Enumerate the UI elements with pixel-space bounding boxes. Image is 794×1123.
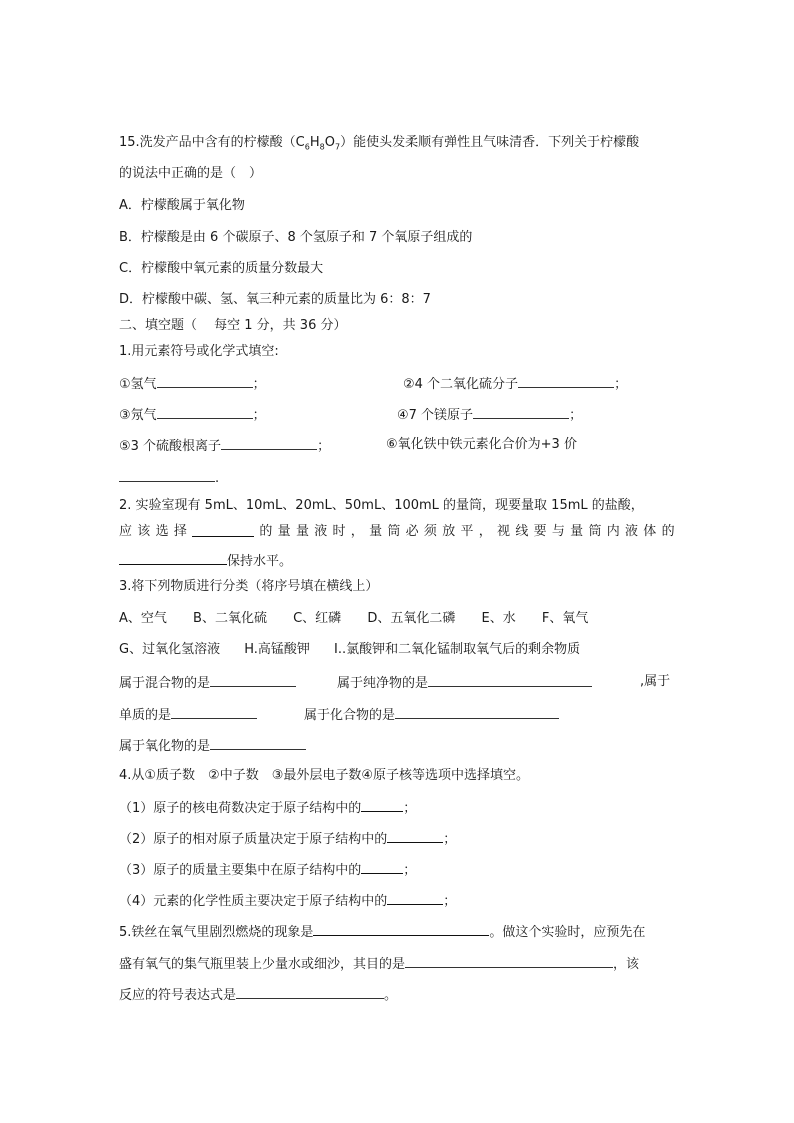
q4-sep: ；: [403, 801, 417, 816]
q3-option: E、水: [481, 611, 516, 626]
q2-char: 量: [295, 524, 309, 539]
formula-h: H: [309, 135, 320, 150]
answer-blank[interactable]: [387, 829, 443, 843]
q15-line-2: 的说法中正确的是（ ）: [119, 166, 263, 181]
q4-sep: ；: [443, 894, 457, 909]
q3-label: 属于化合物的是: [304, 708, 396, 723]
answer-blank[interactable]: [361, 860, 403, 874]
q1-label: ②4 个二氧化硫分子: [403, 377, 519, 392]
q2-char: 与: [551, 524, 565, 539]
q1-label: ③氖气: [119, 408, 157, 423]
q2-char: 须: [423, 524, 437, 539]
q1-label: ⑤3 个硫酸根离子: [119, 439, 222, 454]
q1-item-5: [119, 436, 330, 456]
q1-sep: ；: [252, 408, 266, 423]
q2-char: 内: [606, 524, 620, 539]
q3-line-pure: [337, 673, 592, 693]
q2-char: 应: [119, 524, 133, 539]
q5-text: 5.铁丝在氧气里剧烈燃烧的现象是: [119, 925, 314, 940]
q3-option: A、空气: [119, 611, 167, 626]
q2-char: 的: [661, 524, 675, 539]
q1-item-3: [119, 405, 266, 425]
q1-tail: .: [215, 471, 220, 486]
q1-item-4: [397, 405, 582, 425]
answer-blank[interactable]: [473, 405, 569, 419]
q1-label: ⑥氧化铁中铁元素化合价为+3 价: [386, 437, 577, 452]
q2-char: 量: [369, 524, 383, 539]
answer-blank[interactable]: [387, 891, 443, 905]
q5-text: 。做这个实验时，应预先在: [489, 925, 646, 940]
q2-char: 的: [259, 524, 273, 539]
q3-label: 属于混合物的是: [119, 676, 211, 691]
q1-item-2: [403, 374, 627, 394]
answer-blank[interactable]: [192, 523, 254, 537]
q3-line-oxide: [119, 736, 306, 756]
q3-prompt: 3.将下列物质进行分类（将序号填在横线上）: [119, 579, 379, 594]
answer-blank[interactable]: [210, 736, 306, 750]
q2-line-2: [119, 523, 675, 541]
q1-sep: ；: [317, 439, 331, 454]
q4-item-2: [119, 829, 456, 849]
formula-sub: 6: [304, 142, 310, 152]
q3-option: F、氧气: [541, 611, 589, 626]
q2-text: 保持水平。: [227, 554, 293, 569]
q2-char: 液: [625, 524, 639, 539]
answer-blank[interactable]: [119, 468, 215, 482]
answer-blank[interactable]: [236, 985, 384, 999]
answer-blank[interactable]: [157, 374, 253, 388]
answer-blank[interactable]: [313, 922, 489, 936]
q15-option-b: B．柠檬酸是由 6 个碳原子、8 个氢原子和 7 个氧原子组成的: [119, 230, 473, 245]
q1-label: ④7 个镁原子: [397, 408, 474, 423]
q2-char: 液: [314, 524, 328, 539]
answer-blank[interactable]: [210, 673, 296, 687]
q2-char: ，: [478, 524, 492, 539]
q1-sep: ；: [252, 377, 266, 392]
q3-option: B、二氧化硫: [193, 611, 267, 626]
q1-item-6-blank: [119, 468, 219, 488]
q2-char: 量: [570, 524, 584, 539]
answer-blank[interactable]: [428, 673, 592, 687]
q3-belong: ,属于: [640, 674, 671, 689]
q2-char: 体: [643, 524, 657, 539]
answer-blank[interactable]: [171, 705, 257, 719]
q3-option: H.高锰酸钾: [244, 642, 310, 657]
formula-sub: 8: [319, 142, 325, 152]
q2-char: 筒: [588, 524, 602, 539]
q5-text: 盛有氧气的集气瓶里装上少量水或细沙，其目的是: [119, 957, 406, 972]
q4-label: （1）原子的核电荷数决定于原子结构中的: [119, 801, 362, 816]
q4-item-3: [119, 860, 416, 880]
q3-options-row-2: [119, 641, 580, 659]
q5-text: 反应的符号表达式是: [119, 988, 237, 1003]
q3-option: D、五氧化二磷: [367, 611, 456, 626]
q15-line-1: [119, 134, 639, 157]
q3-label: 属于纯净物的是: [337, 676, 429, 691]
q2-char: 线: [515, 524, 529, 539]
q4-label: （3）原子的质量主要集中在原子结构中的: [119, 863, 362, 878]
q4-label: （2）原子的相对原子质量决定于原子结构中的: [119, 832, 388, 847]
formula-sub: 7: [334, 142, 341, 152]
q1-sep: ；: [614, 377, 628, 392]
q2-char: 择: [173, 524, 187, 539]
q1-sep: ；: [569, 408, 583, 423]
q4-sep: ；: [443, 832, 457, 847]
q1-prompt: 1.用元素符号或化学式填空:: [119, 344, 279, 359]
answer-blank[interactable]: [405, 954, 613, 968]
q4-prompt: 4.从①质子数 ②中子数 ③最外层电子数④原子核等选项中选择填空。: [119, 768, 530, 783]
q5-line-3: [119, 985, 397, 1005]
q3-options-row-1: [119, 610, 588, 628]
q4-item-4: [119, 891, 456, 911]
q3-line-compound: [304, 705, 559, 725]
answer-blank[interactable]: [157, 405, 253, 419]
q2-char: 放: [442, 524, 456, 539]
q2-char: 该: [137, 524, 151, 539]
q5-line-1: [119, 922, 645, 942]
q1-item-1: [119, 374, 266, 394]
q2-char: 量: [277, 524, 291, 539]
q5-text: ，该: [613, 957, 640, 972]
answer-blank[interactable]: [221, 436, 317, 450]
q4-label: （4）元素的化学性质主要决定于原子结构中的: [119, 894, 388, 909]
q2-char: ，: [350, 524, 364, 539]
answer-blank[interactable]: [361, 798, 403, 812]
q2-line-3: [119, 551, 292, 571]
answer-blank[interactable]: [119, 551, 227, 565]
q15-text-a: 15.洗发产品中含有的柠檬酸（C: [119, 135, 305, 150]
q15-option-a: A．柠檬酸属于氧化物: [119, 198, 245, 213]
q15-option-d: D．柠檬酸中碳、氢、氧三种元素的质量比为 6：8：7: [119, 292, 431, 307]
q1-label: ①氢气: [119, 377, 157, 392]
q15-option-c: C．柠檬酸中氧元素的质量分数最大: [119, 261, 324, 276]
q1-item-6: [386, 436, 577, 454]
q3-option: G、过氧化氢溶液: [119, 642, 221, 657]
q2-char: 时: [332, 524, 346, 539]
q2-char: 要: [533, 524, 547, 539]
formula-o: O: [324, 135, 335, 150]
section-heading: 二、填空题（ 每空 1 分，共 36 分）: [119, 318, 347, 333]
q2-char: 筒: [387, 524, 401, 539]
q3-line-element: [119, 705, 257, 725]
q3-option: I..氯酸钾和二氧化锰制取氧气后的剩余物质: [334, 642, 581, 657]
q3-option: C、红磷: [293, 611, 342, 626]
q3-label: 单质的是: [119, 708, 172, 723]
answer-blank[interactable]: [518, 374, 614, 388]
q4-item-1: [119, 798, 416, 818]
q5-text: 。: [384, 988, 398, 1003]
q2-char: 必: [405, 524, 419, 539]
q15-text-b: ）能使头发柔顺有弹性且气味清香．下列关于柠檬酸: [340, 135, 640, 150]
q5-line-2: [119, 954, 639, 974]
q2-char: 平: [460, 524, 474, 539]
q3-label: 属于氧化物的是: [119, 739, 211, 754]
answer-blank[interactable]: [395, 705, 559, 719]
q2-line-1: 2. 实验室现有 5mL、10mL、20mL、50mL、100mL 的量筒，现要量取 15mL 的盐酸，: [119, 498, 644, 513]
q2-char: 视: [497, 524, 511, 539]
q3-line-mixture: [119, 673, 296, 693]
q2-char: 选: [155, 524, 169, 539]
q4-sep: ；: [403, 863, 417, 878]
